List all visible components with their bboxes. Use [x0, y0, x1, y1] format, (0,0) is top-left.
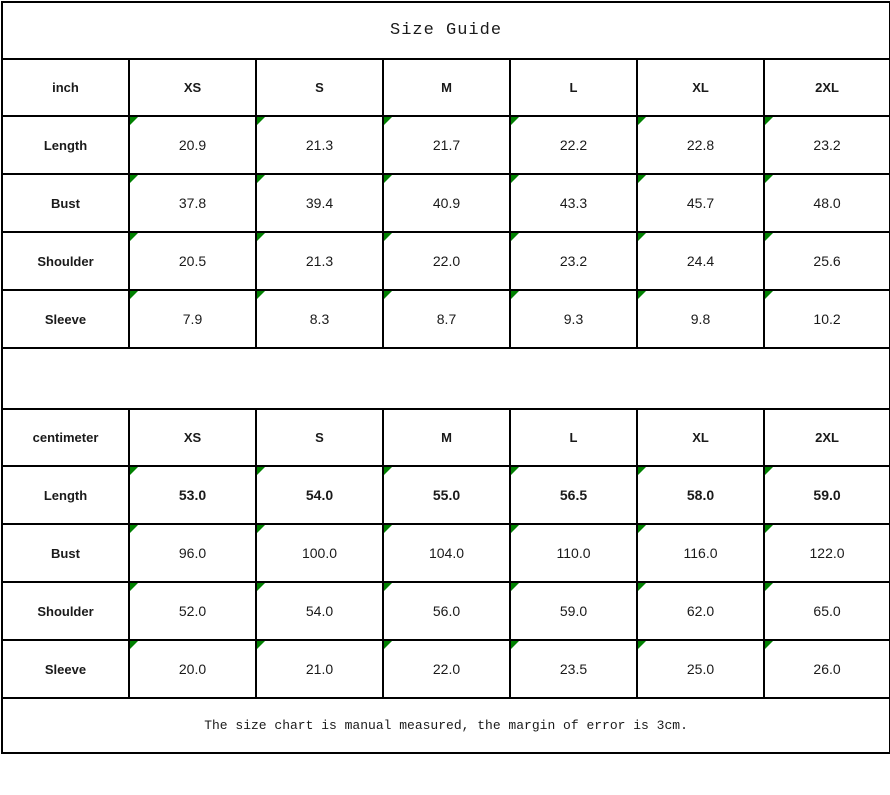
cell-value: 100.0 [301, 545, 338, 561]
cell-value: 25.6 [813, 253, 841, 269]
cell-value: 43.3 [559, 195, 588, 211]
size-header-2xl: 2XL [764, 409, 890, 466]
table-cell [510, 174, 637, 232]
row-label-length: Length [2, 466, 129, 524]
cell-corner-marker-icon [765, 117, 773, 125]
table-cell [764, 640, 890, 698]
table-cell [256, 466, 383, 524]
cell-corner-marker-icon [130, 641, 138, 649]
cell-corner-marker-icon [384, 583, 392, 591]
table-cell [637, 116, 764, 174]
cell-corner-marker-icon [130, 467, 138, 475]
cell-value: 23.2 [813, 137, 841, 153]
table-cell [383, 174, 510, 232]
cell-corner-marker-icon [765, 583, 773, 591]
inch-bust-row [2, 174, 890, 232]
size-header-2xl: 2XL [764, 59, 890, 116]
cell-corner-marker-icon [765, 291, 773, 299]
cell-corner-marker-icon [765, 641, 773, 649]
cell-corner-marker-icon [384, 467, 392, 475]
centimeter-length-row [2, 466, 890, 524]
cell-corner-marker-icon [130, 291, 138, 299]
cell-corner-marker-icon [130, 233, 138, 241]
cell-corner-marker-icon [765, 525, 773, 533]
table-cell [129, 582, 256, 640]
cell-corner-marker-icon [257, 467, 265, 475]
table-cell [256, 290, 383, 348]
row-label-sleeve: Sleeve [2, 290, 129, 348]
size-header-m: M [383, 409, 510, 466]
cell-value: 21.3 [305, 137, 334, 153]
cell-corner-marker-icon [638, 583, 646, 591]
cell-corner-marker-icon [638, 117, 646, 125]
cell-corner-marker-icon [384, 641, 392, 649]
size-header-s: S [256, 59, 383, 116]
cell-value: 22.0 [432, 661, 461, 677]
title-row [2, 2, 890, 59]
spacer-cell [2, 348, 890, 409]
row-label-sleeve: Sleeve [2, 640, 129, 698]
cell-corner-marker-icon [384, 175, 392, 183]
cell-value: 23.5 [559, 661, 588, 677]
size-header-xs: XS [129, 409, 256, 466]
cell-value: 20.9 [178, 137, 207, 153]
cell-value: 56.5 [559, 487, 588, 503]
cell-corner-marker-icon [638, 291, 646, 299]
table-cell [256, 524, 383, 582]
cell-corner-marker-icon [765, 467, 773, 475]
cell-value: 54.0 [305, 603, 334, 619]
table-cell [129, 174, 256, 232]
size-guide-sheet [0, 1, 890, 795]
cell-corner-marker-icon [130, 117, 138, 125]
cell-corner-marker-icon [511, 233, 519, 241]
table-cell [637, 582, 764, 640]
cell-value: 122.0 [809, 545, 845, 561]
cell-value: 104.0 [428, 545, 465, 561]
cell-value: 54.0 [305, 487, 334, 503]
centimeter-shoulder-row [2, 582, 890, 640]
centimeter-sleeve-row [2, 640, 890, 698]
cell-corner-marker-icon [511, 175, 519, 183]
size-header-m: M [383, 59, 510, 116]
cell-corner-marker-icon [257, 583, 265, 591]
table-cell [510, 116, 637, 174]
cell-corner-marker-icon [638, 175, 646, 183]
table-cell [129, 232, 256, 290]
row-label-bust: Bust [2, 524, 129, 582]
size-header-xl: XL [637, 409, 764, 466]
size-header-l: L [510, 59, 637, 116]
cell-value: 9.3 [563, 311, 584, 327]
table-cell [764, 174, 890, 232]
cell-value: 21.0 [305, 661, 334, 677]
table-cell [510, 290, 637, 348]
table-cell [256, 232, 383, 290]
footer-row [2, 698, 890, 753]
table-cell [129, 466, 256, 524]
cell-value: 10.2 [813, 311, 841, 327]
cell-value: 8.7 [436, 311, 457, 327]
unit-header-centimeter: centimeter [2, 409, 129, 466]
size-header-s: S [256, 409, 383, 466]
cell-corner-marker-icon [384, 525, 392, 533]
table-cell [256, 640, 383, 698]
cell-value: 65.0 [813, 603, 841, 619]
cell-corner-marker-icon [765, 233, 773, 241]
table-cell [256, 582, 383, 640]
cell-corner-marker-icon [511, 117, 519, 125]
table-cell [510, 466, 637, 524]
row-label-shoulder: Shoulder [2, 582, 129, 640]
table-cell [637, 290, 764, 348]
cell-value: 59.0 [559, 603, 588, 619]
cell-corner-marker-icon [511, 525, 519, 533]
table-cell [510, 524, 637, 582]
cell-value: 110.0 [556, 545, 591, 561]
size-header-xs: XS [129, 59, 256, 116]
table-cell [129, 116, 256, 174]
centimeter-header-row [2, 409, 890, 466]
cell-value: 116.0 [683, 545, 718, 561]
cell-value: 52.0 [178, 603, 207, 619]
cell-value: 8.3 [309, 311, 330, 327]
cell-value: 25.0 [686, 661, 715, 677]
table-cell [383, 116, 510, 174]
table-cell [383, 290, 510, 348]
cell-corner-marker-icon [638, 641, 646, 649]
cell-value: 26.0 [813, 661, 841, 677]
page-title: Size Guide [2, 2, 890, 59]
cell-value: 58.0 [686, 487, 715, 503]
table-cell [764, 116, 890, 174]
table-cell [383, 232, 510, 290]
table-cell [637, 640, 764, 698]
inch-header-row [2, 59, 890, 116]
cell-corner-marker-icon [511, 467, 519, 475]
cell-corner-marker-icon [257, 641, 265, 649]
inch-sleeve-row [2, 290, 890, 348]
table-cell [764, 582, 890, 640]
cell-value: 96.0 [178, 545, 207, 561]
row-label-bust: Bust [2, 174, 129, 232]
cell-value: 23.2 [559, 253, 588, 269]
cell-value: 22.0 [432, 253, 461, 269]
spacer-row [2, 348, 890, 409]
table-cell [637, 524, 764, 582]
cell-corner-marker-icon [257, 525, 265, 533]
cell-value: 45.7 [686, 195, 715, 211]
cell-value: 20.0 [178, 661, 207, 677]
footer-note: The size chart is manual measured, the margin of error is 3cm. [2, 698, 890, 753]
cell-value: 56.0 [432, 603, 461, 619]
table-cell [510, 232, 637, 290]
cell-corner-marker-icon [511, 583, 519, 591]
table-cell [764, 290, 890, 348]
cell-corner-marker-icon [130, 583, 138, 591]
cell-value: 62.0 [686, 603, 715, 619]
inch-shoulder-row [2, 232, 890, 290]
cell-value: 22.2 [559, 137, 588, 153]
cell-corner-marker-icon [638, 467, 646, 475]
cell-corner-marker-icon [765, 175, 773, 183]
cell-value: 39.4 [305, 195, 334, 211]
table-cell [510, 582, 637, 640]
cell-value: 7.9 [182, 311, 203, 327]
cell-corner-marker-icon [257, 291, 265, 299]
centimeter-bust-row [2, 524, 890, 582]
cell-corner-marker-icon [638, 233, 646, 241]
cell-value: 21.3 [305, 253, 334, 269]
cell-value: 48.0 [813, 195, 841, 211]
table-cell [764, 466, 890, 524]
cell-corner-marker-icon [130, 525, 138, 533]
cell-value: 55.0 [432, 487, 461, 503]
table-cell [383, 524, 510, 582]
cell-corner-marker-icon [638, 525, 646, 533]
cell-corner-marker-icon [384, 291, 392, 299]
table-cell [510, 640, 637, 698]
table-cell [129, 640, 256, 698]
size-header-l: L [510, 409, 637, 466]
size-header-xl: XL [637, 59, 764, 116]
row-label-length: Length [2, 116, 129, 174]
table-cell [129, 524, 256, 582]
table-cell [637, 174, 764, 232]
cell-value: 9.8 [690, 311, 711, 327]
cell-value: 40.9 [432, 195, 461, 211]
cell-value: 21.7 [432, 137, 461, 153]
table-cell [383, 640, 510, 698]
table-cell [256, 174, 383, 232]
inch-length-row [2, 116, 890, 174]
unit-header-inch: inch [2, 59, 129, 116]
cell-value: 37.8 [178, 195, 207, 211]
cell-corner-marker-icon [511, 641, 519, 649]
cell-corner-marker-icon [384, 117, 392, 125]
table-cell [256, 116, 383, 174]
cell-corner-marker-icon [257, 117, 265, 125]
cell-value: 59.0 [813, 487, 841, 503]
table-cell [637, 466, 764, 524]
cell-corner-marker-icon [511, 291, 519, 299]
table-cell [129, 290, 256, 348]
cell-corner-marker-icon [257, 233, 265, 241]
table-cell [383, 466, 510, 524]
size-guide-table [1, 1, 890, 754]
cell-value: 22.8 [686, 137, 715, 153]
table-cell [637, 232, 764, 290]
table-cell [764, 524, 890, 582]
cell-corner-marker-icon [130, 175, 138, 183]
row-label-shoulder: Shoulder [2, 232, 129, 290]
cell-value: 53.0 [178, 487, 207, 503]
cell-value: 24.4 [686, 253, 715, 269]
cell-corner-marker-icon [384, 233, 392, 241]
table-cell [764, 232, 890, 290]
table-cell [383, 582, 510, 640]
cell-corner-marker-icon [257, 175, 265, 183]
cell-value: 20.5 [178, 253, 207, 269]
